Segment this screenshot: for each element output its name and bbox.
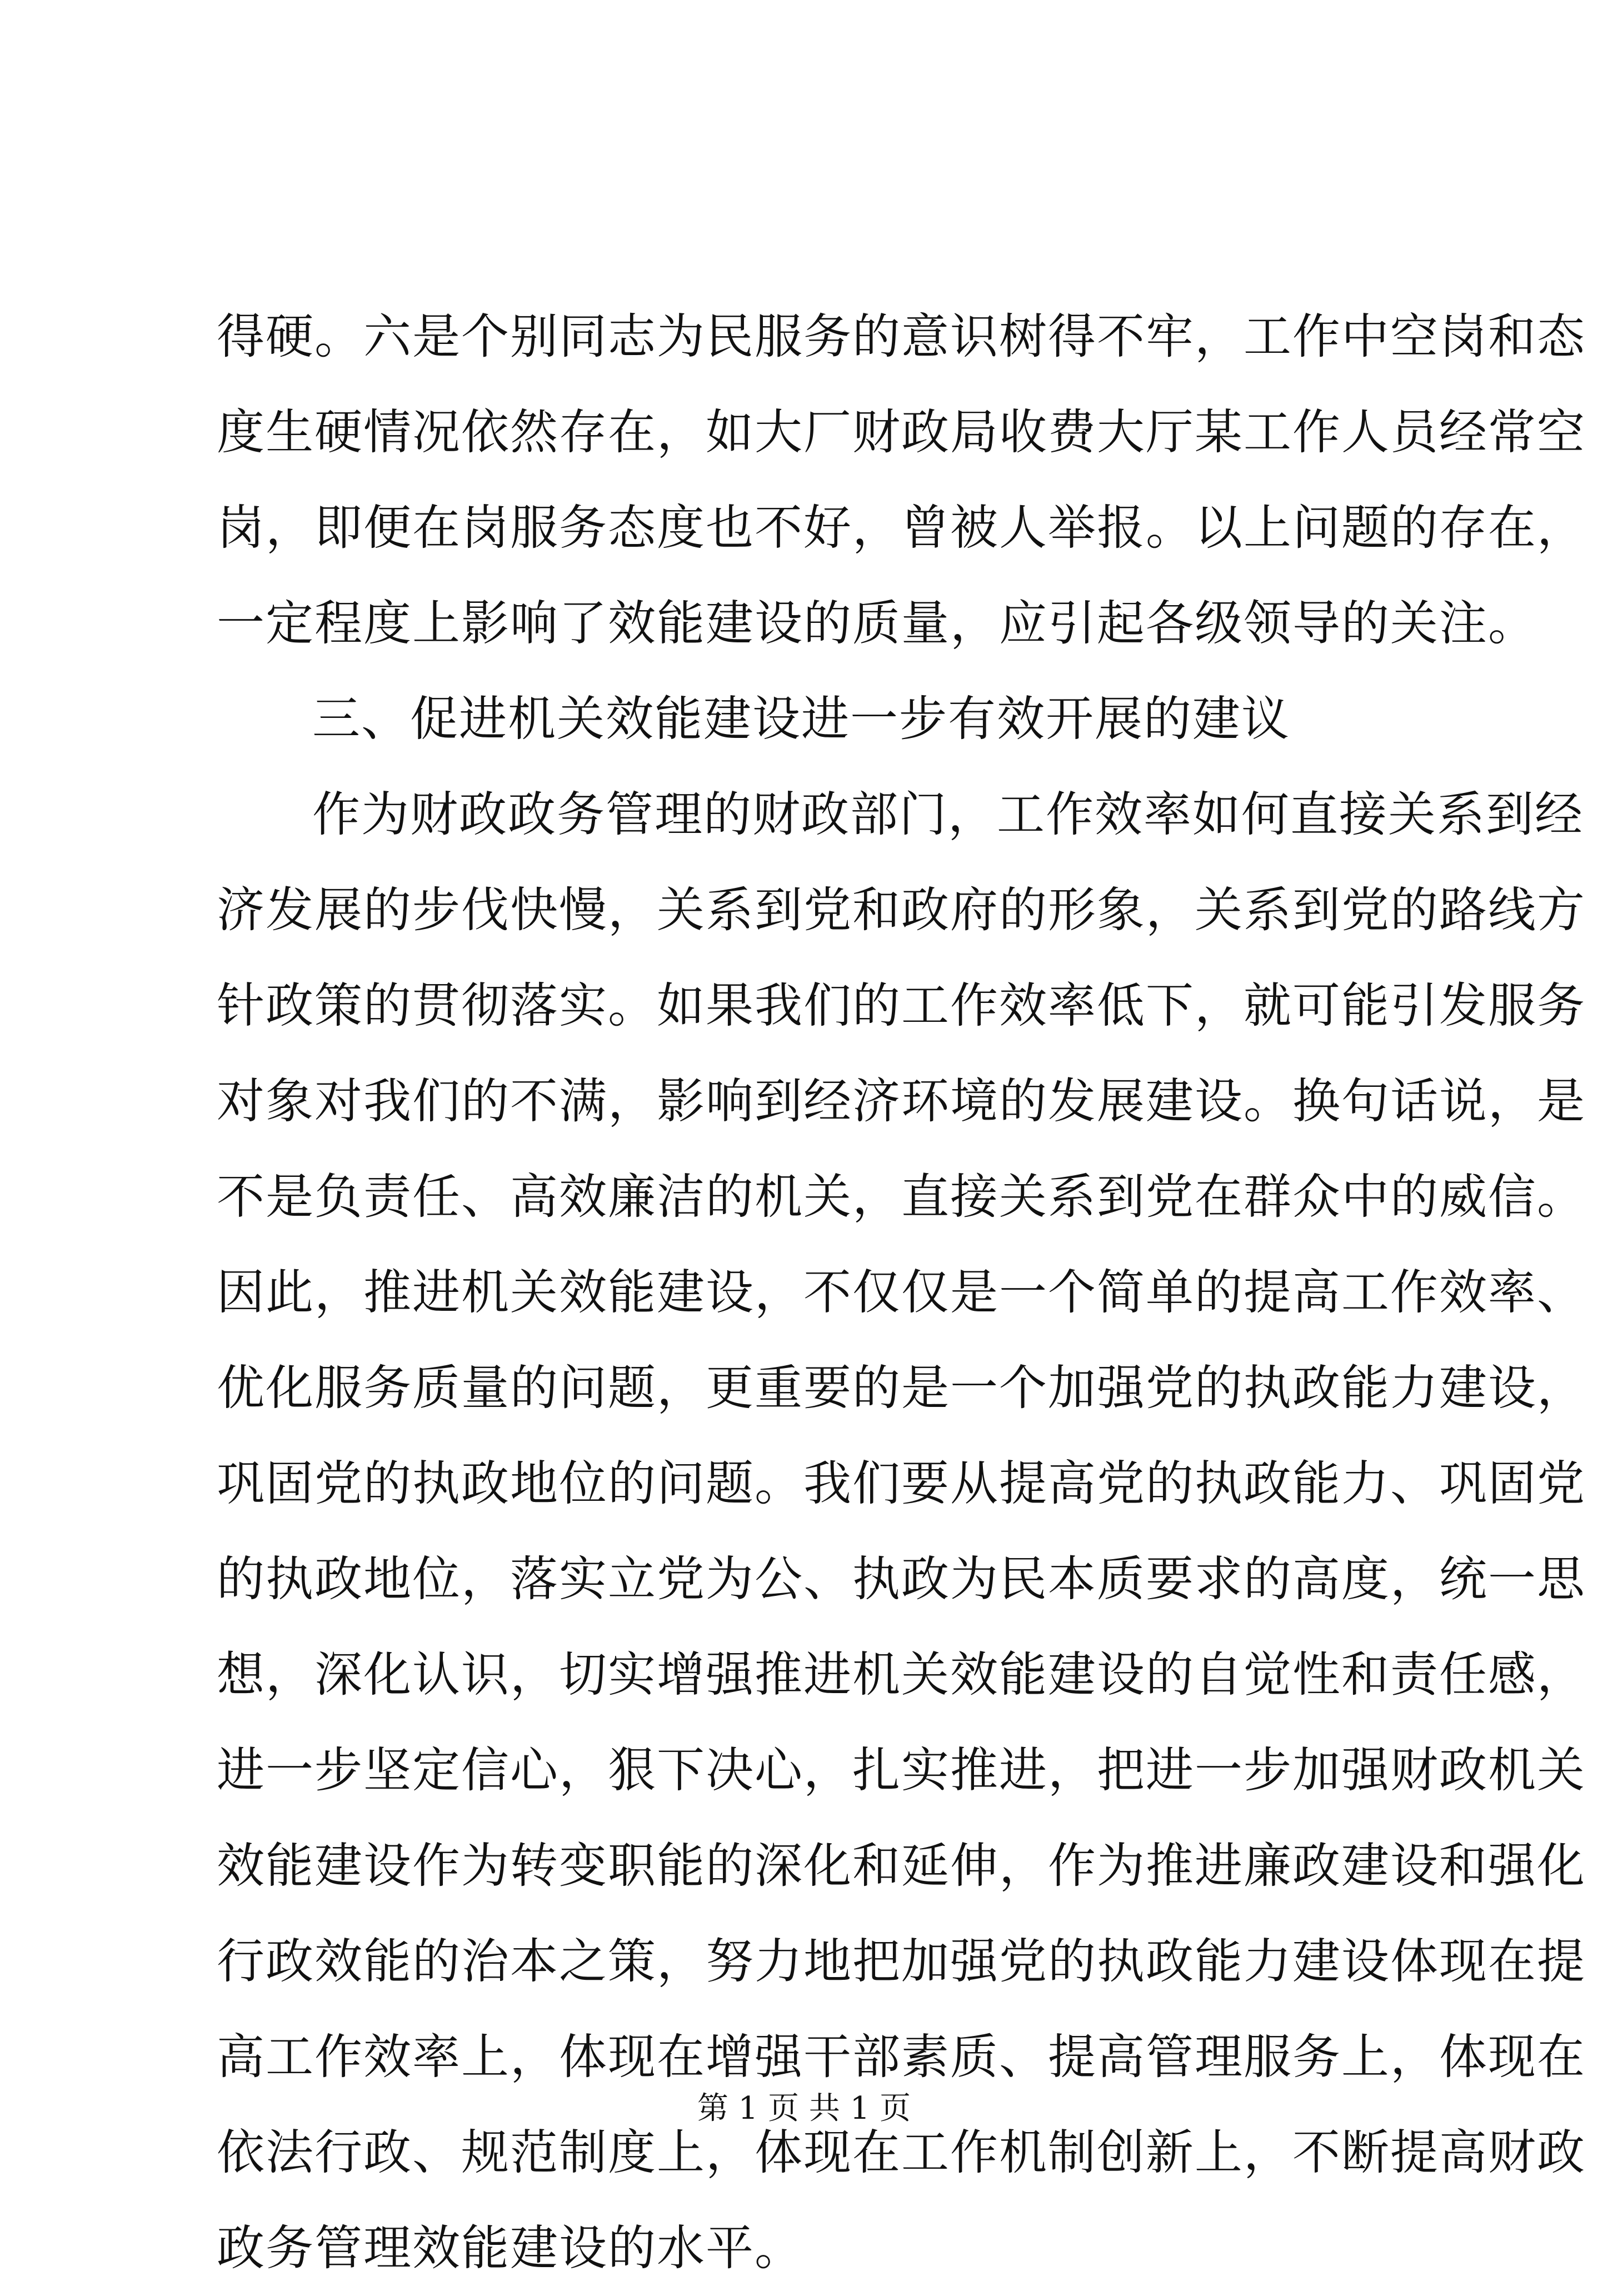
paragraph-first-line: 作为财政政务管理的财政部门，工作效率如何直接关系到经 [312, 787, 1584, 842]
body-line: 济发展的步伐快慢，关系到党和政府的形象，关系到党的路线方 [217, 882, 1586, 938]
body-line: 优化服务质量的问题，更重要的是一个加强党的执政能力建设， [217, 1360, 1586, 1416]
body-line: 政务管理效能建设的水平。 [217, 2220, 803, 2276]
body-line: 行政效能的治本之策，努力地把加强党的执政能力建设体现在提 [217, 1934, 1586, 1989]
body-line: 度生硬情况依然存在，如大厂财政局收费大厅某工作人员经常空 [217, 405, 1586, 460]
section-heading: 三、促进机关效能建设进一步有效开展的建议 [312, 691, 1290, 747]
document-body [217, 289, 1586, 2296]
body-line: 依法行政、规范制度上，体现在工作机制创新上，不断提高财政 [217, 2125, 1586, 2180]
body-line: 想，深化认识，切实增强推进机关效能建设的自觉性和责任感， [217, 1647, 1586, 1703]
body-line: 效能建设作为转变职能的深化和延伸，作为推进廉政建设和强化 [217, 1838, 1586, 1894]
body-line: 进一步坚定信心，狠下决心，扎实推进，把进一步加强财政机关 [217, 1743, 1586, 1798]
body-line: 对象对我们的不满，影响到经济环境的发展建设。换句话说，是 [217, 1074, 1586, 1129]
body-line: 巩固党的执政地位的问题。我们要从提高党的执政能力、巩固党 [217, 1456, 1586, 1511]
body-line: 的执政地位，落实立党为公、执政为民本质要求的高度，统一思 [217, 1551, 1586, 1607]
body-line: 岗，即便在岗服务态度也不好，曾被人举报。以上问题的存在， [217, 500, 1586, 556]
body-line: 针政策的贯彻落实。如果我们的工作效率低下，就可能引发服务 [217, 978, 1586, 1034]
body-line: 得硬。六是个别同志为民服务的意识树得不牢，工作中空岗和态 [217, 309, 1586, 365]
body-line: 不是负责任、高效廉洁的机关，直接关系到党在群众中的威信。 [217, 1169, 1586, 1225]
page-footer: 第 1 页 共 1 页 [697, 2090, 911, 2127]
body-line: 一定程度上影响了效能建设的质量，应引起各级领导的关注。 [217, 596, 1537, 651]
body-line: 高工作效率上，体现在增强干部素质、提高管理服务上，体现在 [217, 2029, 1586, 2085]
body-line: 因此，推进机关效能建设，不仅仅是一个简单的提高工作效率、 [217, 1265, 1586, 1320]
